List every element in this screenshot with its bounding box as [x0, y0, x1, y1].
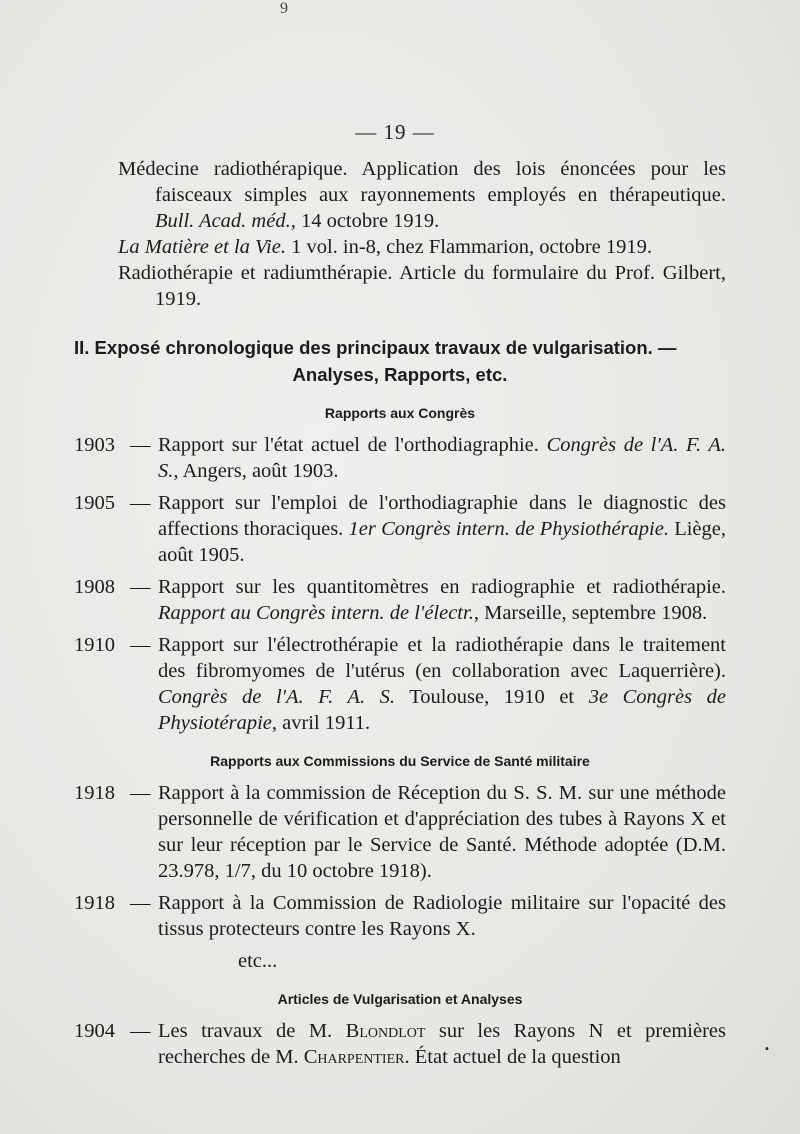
- text-run: Bull. Acad. méd.: [155, 210, 291, 232]
- text-run: sur les Rayons N et premières recherches de M.: [158, 1020, 726, 1068]
- text-run: Rapport sur l'électrothérapie et la radiothérapie dans le traitement des fibromyomes de l'utérus (en collaboration avec Laquerrière).: [158, 634, 726, 682]
- text-run: Les travaux de M.: [158, 1020, 346, 1042]
- item-year: 1910: [74, 634, 115, 656]
- text-run: Congrès de l'A. F. A. S.: [158, 686, 396, 708]
- text-run: , Angers, août 1903.: [173, 460, 339, 482]
- report-item: [74, 780, 726, 884]
- prelim-entry: [118, 260, 726, 312]
- etc-text: etc...: [238, 950, 278, 972]
- text-run: Rapport à la commission de Réception du S. S. M. sur une méthode personnelle de vérification et d'appréciation des tubes à Rayons X et sur leur réception par le Service de Santé. Méthode adoptée (D.M. 23.978, 1/7, du 10 octobre 1918).: [158, 782, 726, 882]
- text-run: Rapport au Congrès intern. de l'électr.: [158, 602, 474, 624]
- page-number: — 19 —: [355, 120, 435, 144]
- item-year: 1918: [74, 782, 115, 804]
- top-edge-mark: 9: [280, 0, 288, 17]
- section-title-line1: II. Exposé chronologique des principaux travaux de vulgarisation. —: [74, 337, 677, 358]
- item-year: 1918: [74, 892, 115, 914]
- text-run: , avril 1911.: [271, 712, 371, 734]
- item-year: 1904: [74, 1020, 115, 1042]
- text-run: 3e Congrès de Physiotérapie: [158, 686, 726, 734]
- prelim-entry: [118, 234, 726, 260]
- edge-dot: .: [764, 1030, 770, 1056]
- section-title: [74, 334, 726, 388]
- prelim-entries: [74, 156, 726, 312]
- item-dash: —: [130, 782, 151, 804]
- text-run: 1er Congrès intern. de Physiothérapie.: [348, 518, 669, 540]
- text-run: Rapport à la Commission de Radiologie militaire sur l'opacité des tissus protecteurs contre les Rayons X.: [158, 892, 726, 940]
- report-item: [74, 632, 726, 736]
- text-run: Congrès de l'A. F. A. S.: [158, 434, 726, 482]
- item-text: [158, 1018, 726, 1070]
- item-year: 1903: [74, 434, 115, 456]
- section-title-line2: Analyses, Rapports, etc.: [292, 364, 508, 385]
- text-run: Charpentier: [303, 1046, 405, 1068]
- group-heading: Rapports aux Congrès: [324, 405, 476, 421]
- text-run: Médecine radiothérapique. Application des lois énoncées pour les faisceaux simples aux rayonnements employés en thérapeutique.: [118, 158, 726, 206]
- text-run: Radiothérapie et radiumthérapie. Article du formulaire du Prof. Gilbert, 1919.: [118, 262, 726, 310]
- item-text: [158, 490, 726, 568]
- item-year: 1908: [74, 576, 115, 598]
- item-text: [158, 890, 726, 942]
- item-text: [158, 432, 726, 484]
- report-item: [74, 490, 726, 568]
- report-groups: [74, 400, 726, 1070]
- text-run: La Matière et la Vie.: [118, 236, 286, 258]
- text-run: Toulouse, 1910 et: [395, 686, 589, 708]
- report-item: [74, 890, 726, 942]
- report-item: [74, 1018, 726, 1070]
- text-run: 1 vol. in-8, chez Flammarion, octobre 1919.: [285, 236, 653, 258]
- group-heading: Articles de Vulgarisation et Analyses: [277, 991, 523, 1007]
- text-run: Blondlot: [345, 1020, 426, 1042]
- text-run: Rapport sur les quantitomètres en radiographie et radiothérapie.: [158, 576, 726, 598]
- item-dash: —: [130, 576, 151, 598]
- item-dash: —: [130, 892, 151, 914]
- prelim-entry: [118, 156, 726, 234]
- item-text: [158, 780, 726, 884]
- item-text: [158, 632, 726, 736]
- text-run: Liège, août 1905.: [158, 518, 726, 566]
- text-run: Rapport sur l'état actuel de l'orthodiagraphie.: [158, 434, 547, 456]
- group-heading: Rapports aux Commissions du Service de Santé militaire: [210, 753, 590, 769]
- text-run: , 14 octobre 1919.: [290, 210, 440, 232]
- report-item: [74, 432, 726, 484]
- item-dash: —: [130, 1020, 151, 1042]
- item-dash: —: [130, 434, 151, 456]
- item-year: 1905: [74, 492, 115, 514]
- report-item: [74, 574, 726, 626]
- text-run: Rapport sur l'emploi de l'orthodiagraphie dans le diagnostic des affections thoraciques.: [158, 492, 726, 540]
- item-dash: —: [130, 634, 151, 656]
- item-text: [158, 574, 726, 626]
- item-dash: —: [130, 492, 151, 514]
- text-run: , Marseille, septembre 1908.: [473, 602, 708, 624]
- text-run: . État actuel de la question: [404, 1046, 621, 1068]
- page-content: [74, 156, 726, 1076]
